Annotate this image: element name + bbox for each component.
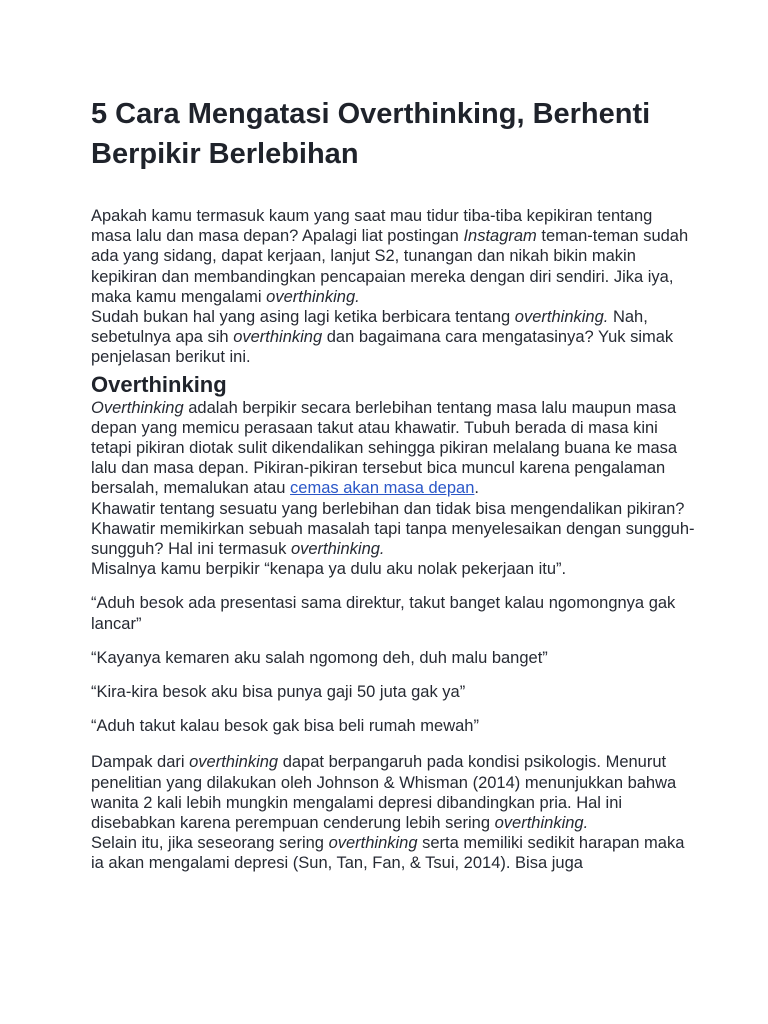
section-emphasis: Overthinking [91,398,184,417]
intro-emphasis: overthinking. [514,308,609,327]
section-text: adalah berpikir secara berlebihan tentang masa lalu maupun masa depan yang memicu perasaan takut atau khawatir. Tubuh berada di masa kini tetapi pikiran diotak sulit dikendalikan sehingga pikiran melalang buana ke masa lalu dan masa depan. Pikiran-pikiran tersebut bica muncul karena pengalaman bersalah, memalukan atau [91,398,678,498]
intro-paragraph [91,206,697,307]
section-text: Dampak dari [91,753,190,772]
section-text: dapat berpangaruh pada kondisi psikologis. Menurut penelitian yang dilakukan oleh Johnson & Whisman (2014) menunjukkan bahwa wanita 2 kali lebih mungkin mengalami depresi dibandingkan pria. Hal ini disebabkan karena perempuan cenderung lebih sering [91,753,677,833]
section-heading: Overthinking [91,371,227,397]
quote-line: “Aduh besok ada presentasi sama direktur, takut banget kalau ngomongnya gak lancar” [91,594,676,633]
intro-paragraph [91,307,697,368]
section-emphasis: overthinking. [494,814,589,833]
intro-text: Apakah kamu termasuk kaum yang saat mau tidur tiba-tiba kepikiran tentang masa lalu dan masa depan? Apalagi liat postingan [91,207,653,246]
quote-line: “Kira-kira besok aku bisa punya gaji 50 juta gak ya” [91,683,466,702]
section-paragraph: Misalnya kamu berpikir “kenapa ya dulu aku nolak pekerjaan itu”. [91,560,567,579]
article-title: 5 Cara Mengatasi Overthinking, Berhenti Berpikir Berlebihan [91,98,651,170]
section-paragraph [91,398,697,499]
section-text: serta memiliki sedikit harapan maka ia akan mengalami depresi (Sun, Tan, Fan, & Tsui, 2014). Bisa juga [91,834,685,873]
intro-text: teman-teman sudah ada yang sidang, dapat kerjaan, lanjut S2, tunangan dan nikah bikin makin kepikiran dan membandingkan pencapaian mereka dengan diri sendiri. Jika iya, maka kamu mengalami [91,227,689,306]
anxiety-future-link[interactable]: cemas akan masa depan [290,479,475,498]
intro-emphasis: overthinking [233,328,323,347]
intro-text: dan bagaimana cara mengatasinya? Yuk simak penjelasan berikut ini. [91,328,674,367]
section-text: Selain itu, jika seseorang sering [91,834,329,853]
intro-emphasis: overthinking. [266,287,360,306]
section-text: . [474,479,479,498]
section-emphasis: overthinking [189,753,279,772]
quote-line: “Aduh takut kalau besok gak bisa beli rumah mewah” [91,717,479,736]
section-text: Khawatir tentang sesuatu yang berlebihan dan tidak bisa mengendalikan pikiran? Khawatir memikirkan sebuah masalah tapi tanpa menyelesaikan dengan sungguh-sungguh? Hal ini termasuk [91,499,695,559]
intro-emphasis: Instagram [463,227,537,246]
quote-line: “Kayanya kemaren aku salah ngomong deh, duh malu banget” [91,648,548,667]
section-paragraph [91,752,697,833]
section-emphasis: overthinking [328,834,418,853]
section-emphasis: overthinking. [290,540,385,559]
intro-text: Nah, sebetulnya apa sih [91,308,648,347]
section-paragraph [91,499,697,560]
section-paragraph [91,833,697,873]
article-body [91,206,697,874]
intro-text: Sudah bukan hal yang asing lagi ketika berbicara tentang [91,308,515,327]
